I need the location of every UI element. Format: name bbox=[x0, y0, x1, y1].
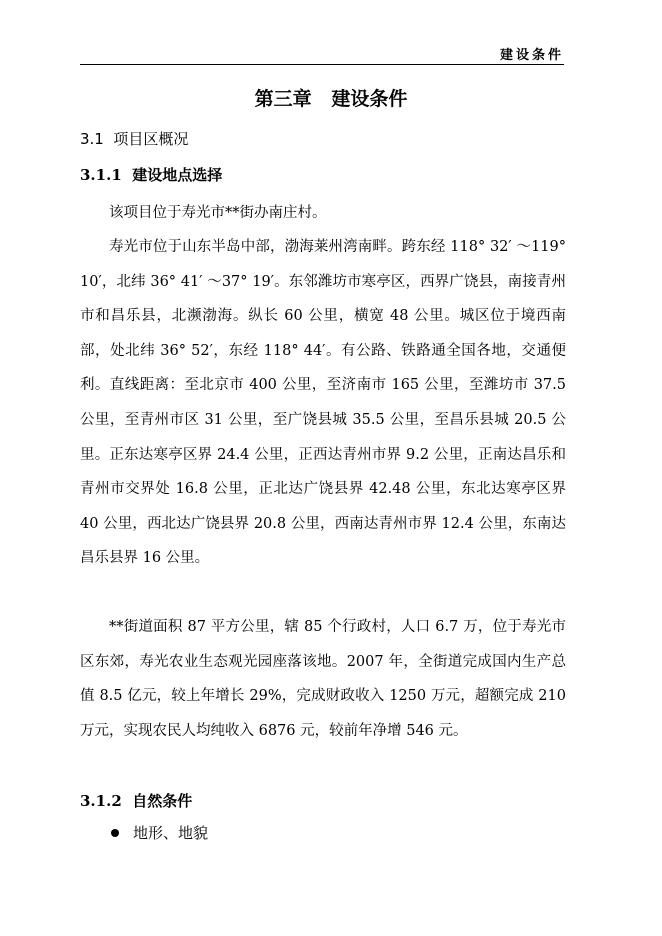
section-heading: 3.1 项目区概况 bbox=[80, 130, 189, 148]
paragraph-street-stats: **街道面积 87 平方公里，辖 85 个行政村，人口 6.7 万，位于寿光市区东郊，寿光农业生态观光园座落该地。2007 年，全街道完成国内生产总值 8.5 亿元，较上年增长 29%，完成财政收入 1250 万元，超额完成 210 万元，实现农民人均纯收入 6876 元，较前年净增 546 元。 bbox=[80, 619, 566, 739]
header-rule bbox=[80, 64, 564, 65]
paragraph-location: 该项目位于寿光市**街办南庄村。 bbox=[109, 205, 327, 221]
bullet-item-label: 地形、地貌 bbox=[133, 824, 209, 842]
bullet-dot-icon bbox=[111, 829, 119, 837]
running-header: 建设条件 bbox=[499, 48, 564, 63]
bullet-item bbox=[111, 822, 208, 843]
subsection-heading-natural-conditions: 3.1.2 自然条件 bbox=[80, 792, 193, 810]
chapter-title: 第三章 建设条件 bbox=[254, 88, 408, 110]
paragraph-geography: 寿光市位于山东半岛中部，渤海莱州湾南畔。跨东经 118° 32′ ～119° 10′，北纬 36° 41′ ～37° 19′。东邻潍坊市寒亭区，西界广饶县，南接青州市和昌乐县，北濒渤海。纵长 60 公里，横宽 48 公里。城区位于境西南部，处北纬 36° 52′，东经 118° 44′。有公路、铁路通全国各地，交通便利。直线距离：至北京市 400 公里，至济南市 165 公里，至潍坊市 37.5 公里，至青州市区 31 公里，至广饶县城 35.5 公里，至昌乐县城 20.5 公里。正东达寒亭区界 24.4 公里，正西达青州市界 9.2 公里，正南达昌乐和青州市交界处 16.8 公里，正北达广饶县界 42.48 公里，东北达寒亭区界 40 公里，西北达广饶县界 20.8 公里，西南达青州市界 12.4 公里，东南达昌乐县界 16 公里。 bbox=[80, 239, 566, 567]
subsection-heading-site-selection: 3.1.1 建设地点选择 bbox=[80, 166, 223, 184]
